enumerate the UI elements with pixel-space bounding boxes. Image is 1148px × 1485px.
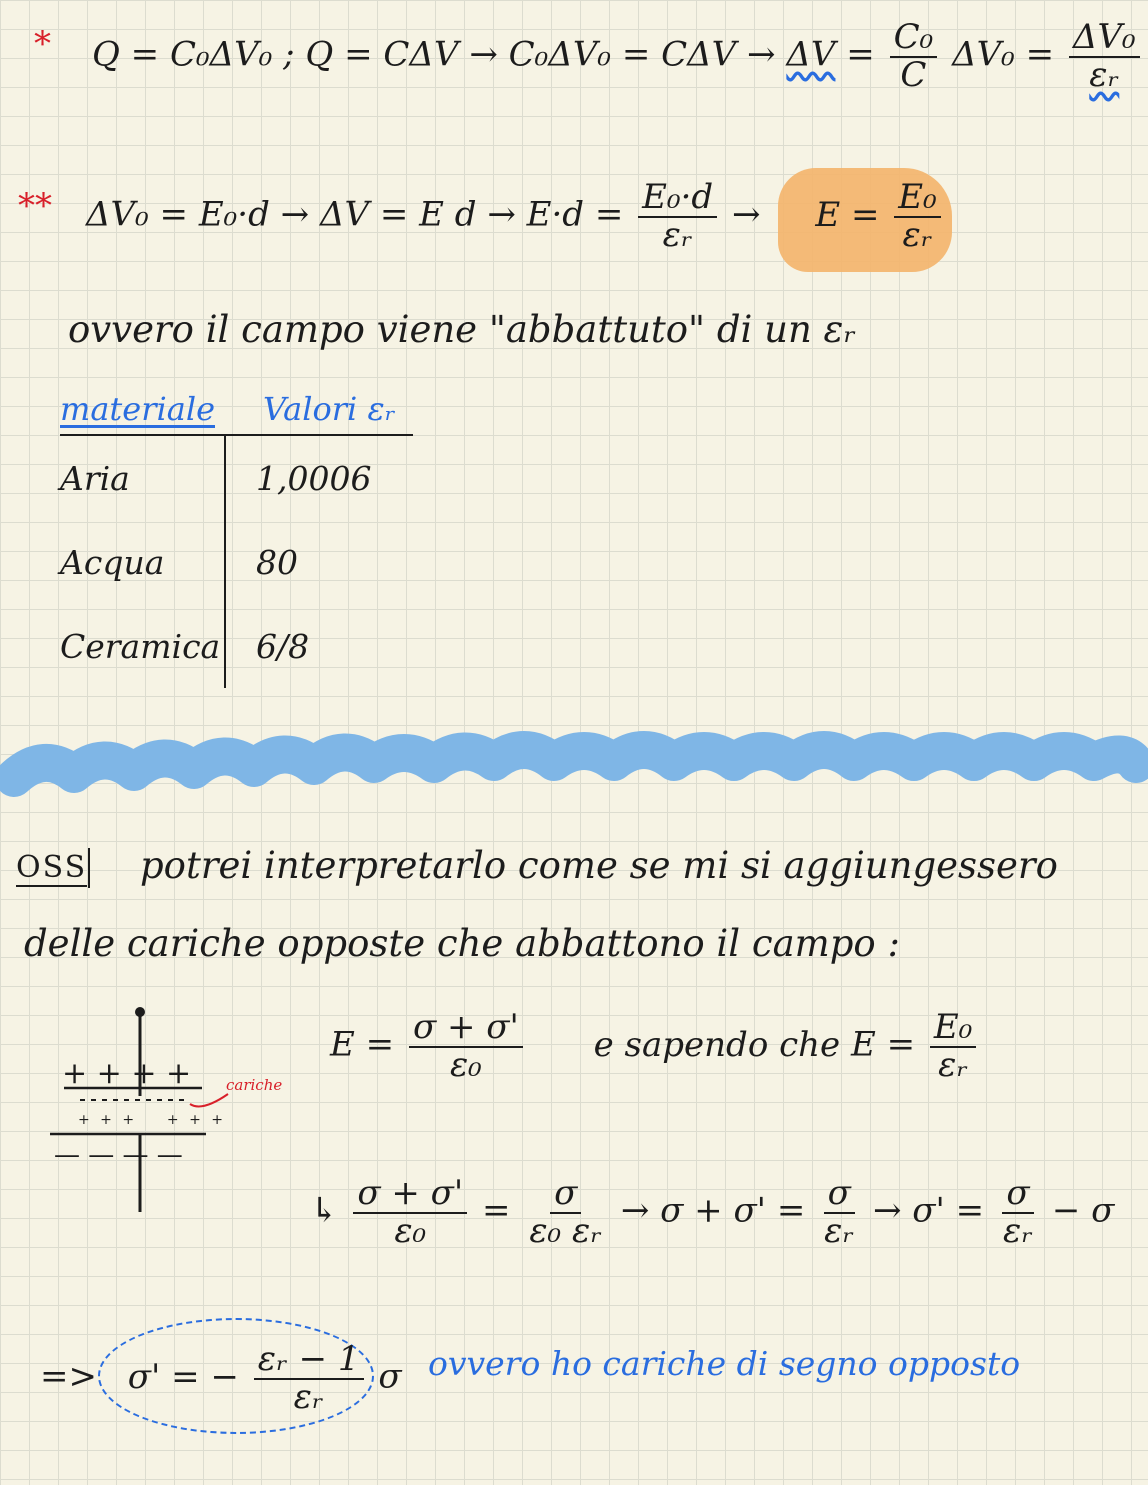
equals-sign: = [482,1190,511,1231]
table-cell-value: 1,0006 [225,435,413,520]
fraction-denominator: ε₀ [394,1210,427,1251]
equation-line-1 [92,17,1144,95]
table-row [60,520,413,604]
dielectric-table [60,390,413,688]
fraction-denominator: εᵣ [1089,54,1120,95]
arrow: → [732,194,761,235]
middle-step-2: → σ' = [873,1190,985,1231]
fraction-denominator: C [900,54,927,95]
fraction-numerator: C₀ [890,20,938,58]
equation-line-3 [330,1007,980,1085]
fraction-numerator: ΔV₀ [1069,20,1140,58]
equation-line-5 [40,1339,402,1417]
double-star-marker: ** [18,186,52,226]
red-annotation: cariche [226,1076,283,1094]
table-row [60,435,413,520]
column-header-materiale: materiale [60,390,225,435]
oss-label: OSS [16,850,88,885]
negative-charges: — — — — [54,1140,183,1170]
fraction-numerator: σ + σ' [409,1010,523,1048]
table-cell-material: Ceramica [60,626,221,666]
fraction-1 [353,1173,467,1251]
small-positive-charges: + + + + + + [78,1112,226,1128]
table-cell-value: 6/8 [225,604,413,688]
sigma-tail: σ [378,1356,402,1397]
fraction-numerator: E₀ [930,1010,976,1048]
fraction-numerator: E₀·d [638,180,717,218]
hook-arrow: ↳ [310,1190,339,1231]
fraction-denominator: εᵣ [1002,1210,1034,1251]
fraction-denominator: εᵣ [938,1044,969,1085]
equation-line-2 [86,177,945,255]
fraction-2 [525,1173,606,1251]
sentence-campo-abbattuto: ovvero il campo viene "abbattuto" di un εᵣ [68,308,857,351]
fraction-numerator: σ + σ' [353,1176,467,1214]
oss-text-line-1: potrei interpretarlo come se mi si aggiungessero [140,844,1058,887]
fraction-3 [820,1173,858,1251]
fraction-numerator: σ [1002,1176,1033,1214]
middle-step: → σ + σ' = [620,1190,806,1231]
equation-line-4 [310,1173,1115,1251]
fraction-er-minus-1 [254,1339,364,1417]
positive-charges: + + + + [62,1056,192,1091]
delta-v0-term: ΔV₀ = [952,34,1055,75]
fraction-e0d-er [638,177,717,255]
oss-bracket [88,848,90,888]
table-cell-value: 80 [225,520,413,604]
fraction-denominator: εᵣ [824,1210,855,1251]
table-cell-material: Acqua [60,542,165,582]
blue-wavy-divider [0,728,1148,808]
fraction-c0-c [890,17,938,95]
fraction-e0-er [894,177,940,255]
fraction-denominator: ε₀ [449,1044,482,1085]
table-cell-material: Aria [60,458,130,498]
result-lhs: E = [815,194,880,235]
tail-term: − σ [1051,1190,1115,1231]
oss-text-line-2: delle cariche opposte che abbattono il campo : [24,922,900,965]
delta-v-symbol: ΔV [786,34,836,75]
e-lhs: E = [330,1024,395,1065]
fraction-denominator: εᵣ [662,214,693,255]
fraction-denominator: ε₀ εᵣ [529,1210,603,1251]
capacitor-diagram [40,1000,240,1220]
column-header-valori: Valori εᵣ [225,390,413,435]
table-row [60,604,413,688]
fraction-dv0-er [1069,17,1140,95]
equals-sign: = [846,34,875,75]
sigma-prime-lhs: σ' = − [127,1356,239,1397]
fraction-numerator: σ [550,1176,581,1214]
blue-note: ovvero ho cariche di segno opposto [428,1344,1021,1383]
fraction-numerator: σ [824,1176,855,1214]
e-lhs-2: E = [850,1024,916,1065]
fraction-numerator: E₀ [894,180,940,218]
star-marker: * [34,24,51,64]
fraction-sigma-e0 [409,1007,523,1085]
fraction-4 [999,1173,1037,1251]
implies-arrow: => [40,1356,97,1397]
equation-1-part: Q = C₀ΔV₀ ; Q = CΔV → C₀ΔV₀ = CΔV → [92,34,776,75]
e-sapendo-che: e sapendo che [593,1024,841,1065]
equation-2-part: ΔV₀ = E₀·d → ΔV = E d → E·d = [86,194,624,235]
fraction-denominator: εᵣ [293,1376,324,1417]
fraction-e0-er-2 [930,1007,976,1085]
fraction-denominator: εᵣ [902,214,933,255]
fraction-numerator: εᵣ − 1 [254,1342,364,1380]
